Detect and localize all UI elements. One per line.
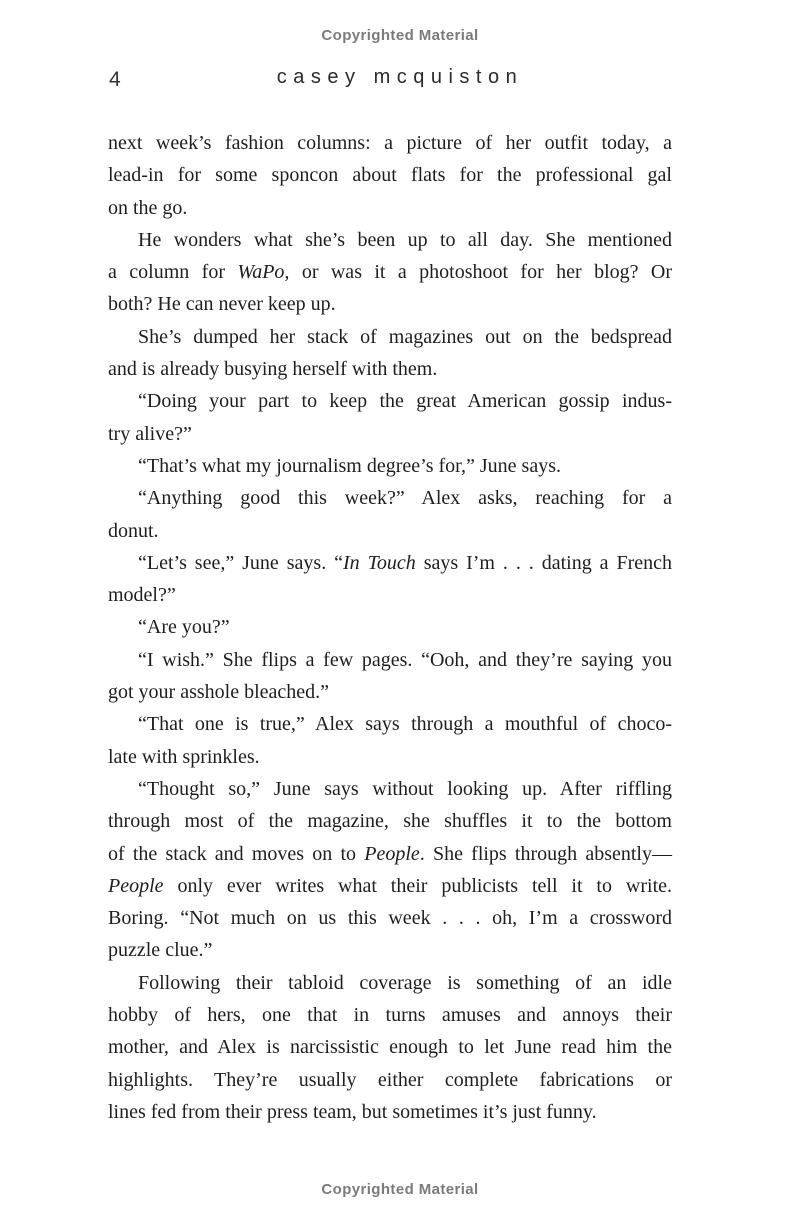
text-line: People only ever writes what their publicists tell it to write.	[108, 874, 672, 897]
text-line: both? He can never keep up.	[108, 293, 336, 316]
text-line: “Anything good this week?” Alex asks, reaching for a	[138, 487, 672, 510]
text-line: and is already busying herself with them.	[108, 358, 438, 381]
paragraph	[108, 967, 672, 1128]
text-line: “That’s what my journalism degree’s for,” June says.	[138, 454, 561, 477]
text-line: “Thought so,” June says without looking up. After riffling	[138, 777, 672, 800]
text-line: mother, and Alex is narcissistic enough to let June read him the	[108, 1036, 672, 1059]
text-line: on the go.	[108, 196, 188, 219]
text-line: He wonders what she’s been up to all day. She mentioned	[138, 228, 672, 251]
text-line: Boring. “Not much on us this week . . . oh, I’m a crossword	[108, 907, 672, 930]
paragraph	[108, 611, 672, 643]
text-line: model?”	[108, 584, 176, 607]
copyright-notice-bottom: Copyrighted Material	[321, 1181, 479, 1198]
text-line: hobby of hers, one that in turns amuses and annoys their	[108, 1004, 672, 1027]
text-line: late with sprinkles.	[108, 745, 260, 768]
text-line: of the stack and moves on to People. She flips through absently—	[108, 842, 672, 865]
text-line: “Let’s see,” June says. “In Touch says I’m . . . dating a French	[138, 551, 672, 574]
text-line: lines fed from their press team, but sometimes it’s just funny.	[108, 1100, 597, 1123]
text-line: try alive?”	[108, 422, 192, 445]
text-line: through most of the magazine, she shuffles it to the bottom	[108, 810, 672, 833]
paragraph	[108, 224, 672, 321]
text-line: Following their tabloid coverage is something of an idle	[138, 971, 672, 994]
paragraph	[108, 773, 672, 967]
page-header	[0, 66, 800, 96]
paragraph	[108, 127, 672, 224]
paragraph	[108, 482, 672, 547]
text-line: got your asshole bleached.”	[108, 681, 330, 704]
text-line: “Doing your part to keep the great American gossip indus-	[138, 390, 672, 413]
paragraph	[108, 321, 672, 386]
text-line: “I wish.” She flips a few pages. “Ooh, and they’re saying you	[138, 648, 672, 671]
paragraph	[108, 547, 672, 612]
page-number: 4	[109, 68, 121, 91]
paragraph	[108, 644, 672, 709]
text-line: lead-in for some sponcon about flats for the professional gal	[108, 164, 672, 187]
running-header: casey mcquiston	[276, 66, 524, 88]
paragraph	[108, 708, 672, 773]
copyright-notice-top: Copyrighted Material	[321, 27, 479, 44]
text-line: donut.	[108, 519, 159, 542]
text-line: a column for WaPo, or was it a photoshoot for her blog? Or	[108, 261, 673, 284]
text-line: “That one is true,” Alex says through a mouthful of choco-	[138, 713, 672, 736]
paragraph	[108, 385, 672, 450]
text-line: next week’s fashion columns: a picture of her outfit today, a	[108, 132, 672, 154]
body-text	[108, 127, 672, 1128]
paragraph	[108, 450, 672, 482]
text-line: highlights. They’re usually either complete fabrications or	[108, 1068, 672, 1091]
text-line: puzzle clue.”	[108, 939, 213, 962]
text-line: She’s dumped her stack of magazines out on the bedspread	[138, 325, 672, 348]
text-line: “Are you?”	[138, 616, 230, 639]
